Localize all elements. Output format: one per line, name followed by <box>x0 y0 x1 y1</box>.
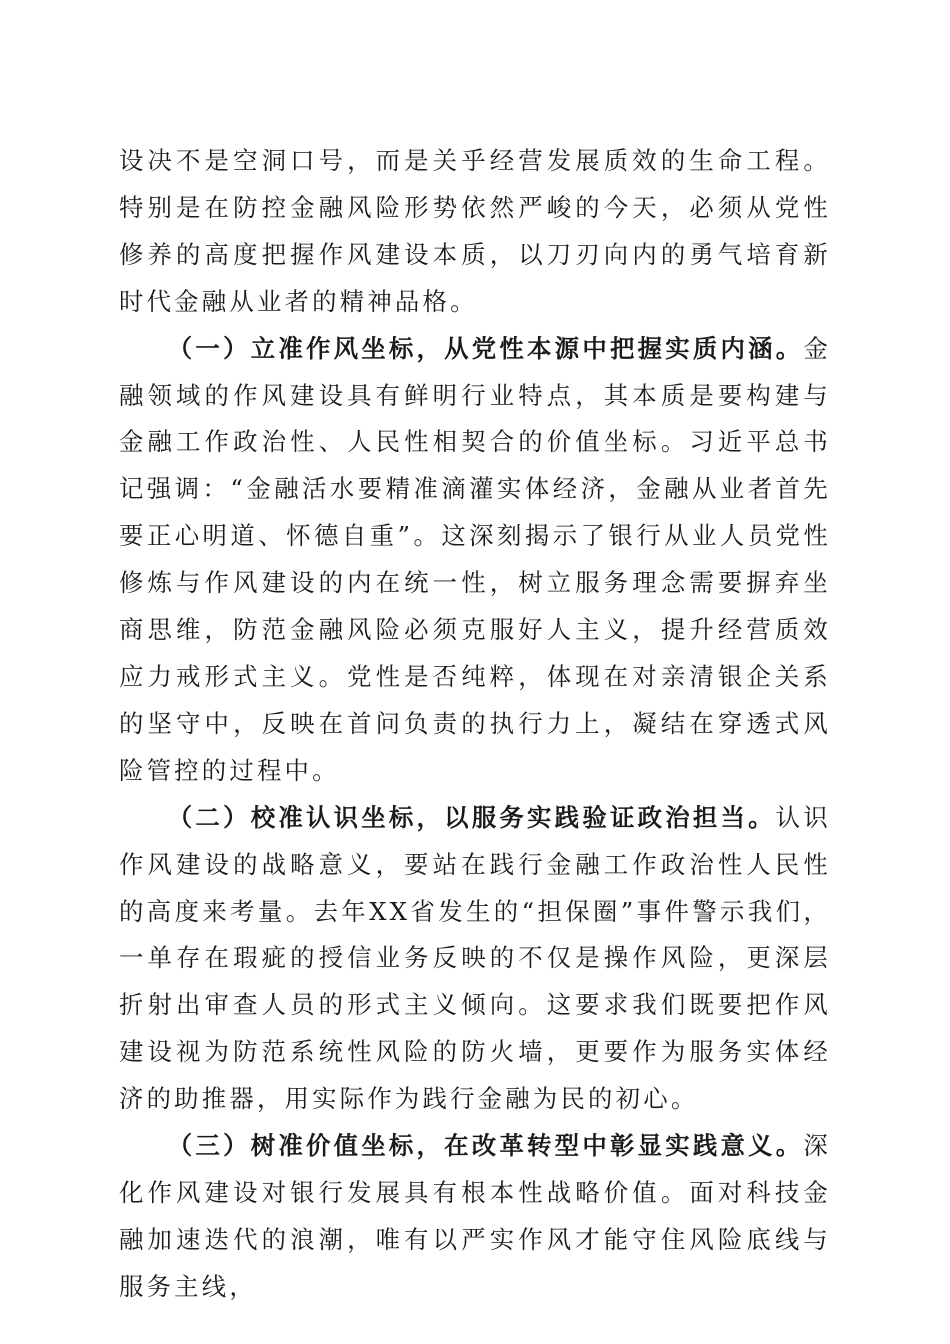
section-heading: （一）立准作风坐标，从党性本源中把握实质内涵。 <box>167 333 804 363</box>
paragraph-section-1 <box>119 326 831 795</box>
document-body <box>119 138 831 1311</box>
paragraph-text: 认识作风建设的战略意义，要站在践行金融工作政治性人民性的高度来考量。去年XX省发生的“担保圈”事件警示我们，一单存在瑕疵的授信业务反映的不仅是操作风险，更深层折射出审查人员的形式主义倾向。这要求我们既要把作风建设视为防范系统性风险的防火墙，更要作为服务实体经济的助推器，用实际作为践行金融为民的初心。 <box>119 802 831 1114</box>
paragraph-section-3 <box>119 1123 831 1311</box>
paragraph-text: 金融领域的作风建设具有鲜明行业特点，其本质是要构建与金融工作政治性、人民性相契合的价值坐标。习近平总书记强调：“金融活水要精准滴灌实体经济，金融从业者首先要正心明道、怀德自重”。这深刻揭示了银行从业人员党性修炼与作风建设的内在统一性，树立服务理念需要摒弃坐商思维，防范金融风险必须克服好人主义，提升经营质效应力戒形式主义。党性是否纯粹，体现在对亲清银企关系的坚守中，反映在首问负责的执行力上，凝结在穿透式风险管控的过程中。 <box>119 333 831 785</box>
paragraph-intro <box>119 138 831 326</box>
paragraph-text: 深化作风建设对银行发展具有根本性战略价值。面对科技金融加速迭代的浪潮，唯有以严实作风才能守住风险底线与服务主线， <box>119 1131 831 1301</box>
section-heading: （三）树准价值坐标，在改革转型中彰显实践意义。 <box>167 1131 804 1161</box>
paragraph-text: 设决不是空洞口号，而是关乎经营发展质效的生命工程。特别是在防控金融风险形势依然严峻的今天，必须从党性修养的高度把握作风建设本质，以刀刃向内的勇气培育新时代金融从业者的精神品格。 <box>119 146 831 316</box>
paragraph-section-2 <box>119 795 831 1123</box>
section-heading: （二）校准认识坐标，以服务实践验证政治担当。 <box>167 802 776 832</box>
